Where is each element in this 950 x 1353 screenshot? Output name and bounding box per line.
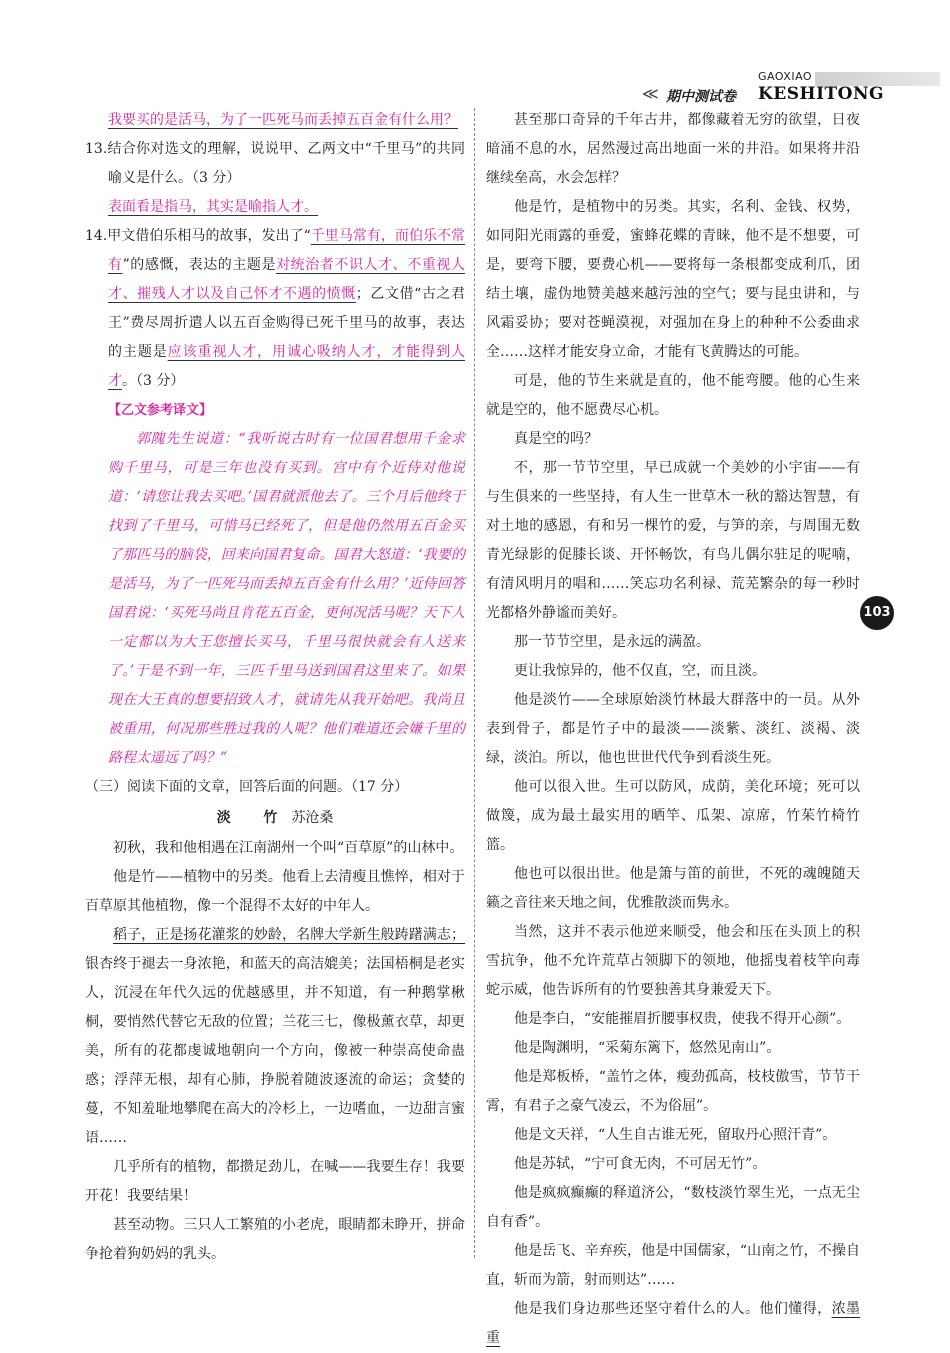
article-paragraph: 他是苏轼，“宁可食无肉，不可居无竹”。 [514, 1156, 767, 1172]
article-paragraph: 初秋，我和他相遇在江南湖州一个叫“百草原”的山林中。 [113, 840, 464, 856]
article-paragraph: 几乎所有的植物，都攒足劲儿，在喊——我要生存！我要开花！我要结果！ [85, 1159, 465, 1204]
article-paragraph: 甚至动物。三只人工繁殖的小老虎，眼睛都未睁开，拼命争抢着狗奶妈的乳头。 [85, 1217, 465, 1262]
article-paragraph: 他是竹——植物中的另类。他看上去清瘦且憔悴，相对于百草原其他植物，像一个混得不太好的中年人。 [85, 869, 465, 914]
header-brand: KESHITONG [758, 84, 885, 104]
article-paragraph: 他是陶渊明，“采菊东篱下，悠然见南山”。 [514, 1040, 781, 1056]
article-paragraph: 他是文天祥，“人生自古谁无死，留取丹心照汗青”。 [514, 1127, 837, 1143]
article-paragraph: 他也可以很出世。他是箫与笛的前世，不死的魂魄随天籁之音往来天地之间，优雅散淡而隽永。 [486, 866, 860, 911]
left-column [85, 106, 465, 1269]
article-paragraph: 当然，这并不表示他逆来顺受，他会和压在头顶上的积雪抗争，他不允许荒草占领脚下的领地，他摇曳着枝竿向毒蛇示威，他告诉所有的竹要独善其身兼爱天下。 [486, 924, 860, 998]
article-paragraph: 可是，他的节生来就是直的，他不能弯腰。他的心生来就是空的，他不愿费尽心机。 [486, 373, 860, 418]
underlined-sentence: 稻子，正是扬花灌浆的妙龄，名牌大学新生般踌躇满志； [113, 927, 465, 943]
article-title: 淡 竹苏沧桑 [216, 810, 334, 826]
chevron-left-icon: ≪ [642, 84, 659, 103]
article-paragraph: 稻子，正是扬花灌浆的妙龄，名牌大学新生般踌躇满志；银杏终于褪去一身浓艳，和蓝天的高洁媲美；法国梧桐是老实人，沉浸在年代久远的优越感里，并不知道，有一种鹅掌楸桐，要悄然代替它无敌的位置；兰花三七，像极薰衣草，却更美，所有的花都虔诚地朝向一个方向，像被一种崇高使命蛊惑；浮萍无根，却有心肺，挣脱着随波逐流的命运；贪婪的蔓，不知羞耻地攀爬在高大的冷杉上，一边嗜血，一边甜言蜜语…… [85, 927, 465, 1146]
article-paragraph: 他是淡竹——全球原始淡竹林最大群落中的一员。从外表到骨子，都是竹子中的最淡——淡紫、淡红、淡褐、淡绿，淡泊。所以，他也世世代代争到看淡生死。 [486, 692, 860, 766]
page-header [640, 68, 940, 106]
article-paragraph: 他是岳飞、辛弃疾，他是中国儒家，“山南之竹，不操自直，斩而为箭，射而则达”…… [486, 1243, 860, 1288]
answer-14-a: 千里马常有，而伯乐不常有 [108, 228, 466, 273]
answer-13: 表面看是指马，其实是喻指人才。 [108, 199, 318, 215]
underlined-phrase: 浓墨重 [486, 1301, 861, 1346]
right-column [486, 106, 860, 1353]
article-paragraph: 他是疯疯癫癫的释道济公，“数枝淡竹翠生光，一点无尘自有香”。 [486, 1185, 860, 1230]
article-paragraph: 真是空的吗？ [514, 431, 598, 447]
answer-14-b: 对统治者不识人才、不重视人才、摧残人才以及自己怀才不遇的愤慨 [108, 257, 465, 302]
article-paragraph: 那一节节空里，是永远的满盈。 [514, 634, 710, 650]
header-gaoxiao: GAOXIAO [758, 70, 813, 83]
translation-tag: 【乙文参考译文】 [108, 403, 213, 418]
article-paragraph: 他是郑板桥，“盖竹之体，瘦劲孤高，枝枝傲雪，节节干霄，有君子之豪气凌云，不为俗屈”。 [486, 1069, 860, 1114]
article-paragraph: 甚至那口奇异的千年古井，都像藏着无穷的欲望，日夜暗涌不息的水，居然漫过高出地面一米的井沿。如果将井沿继续垒高，水会怎样？ [486, 112, 860, 186]
answer-12: 我要买的是活马，为了一匹死马而丢掉五百金有什么用？ [108, 112, 458, 128]
translation-text: 郭隗先生说道：“我听说古时有一位国君想用千金求购千里马，可是三年也没有买到。宫中有个近侍对他说道：‘请您让我去买吧。’国君就派他去了。三个月后他终于找到了千里马，可惜马已经死了，但是他仍然用五百金买了那匹马的脑袋，回来向国君复命。国君大怒道：‘我要的是活马，为了一匹死马而丢掉五百金有什么用？’近侍回答国君说：‘买死马尚且肯花五百金，更何况活马呢？天下人一定都以为大王您擅长买马，千里马很快就会有人送来了。’于是不到一年，三匹千里马送到国君这里来了。如果现在大王真的想要招致人才，就请先从我开始吧。我尚且被重用，何况那些胜过我的人呢？他们难道还会嫌千里的路程太遥远了吗？” [108, 431, 465, 766]
answer-14-c: 应该重视人才，用诚心吸纳人才，才能得到人才 [108, 344, 466, 389]
article-paragraph: 他是我们身边那些还坚守着什么的人。他们懂得，浓墨重 [486, 1301, 861, 1346]
article-paragraph: 他可以很入世。生可以防风，成荫，美化环境；死可以做篾，成为最土最实用的晒竿、瓜架、凉席，竹茱竹椅竹篮。 [486, 779, 860, 853]
header-section-title: 期中测试卷 [666, 89, 736, 105]
article-paragraph: 他是李白，“安能摧眉折腰事权贵，使我不得开心颜”。 [514, 1011, 851, 1027]
question-13: 13.结合你对选文的理解，说说甲、乙两文中“千里马”的共同喻义是什么。（3 分） [85, 141, 465, 186]
article-paragraph: 他是竹，是植物中的另类。其实，名利、金钱、权势，如同阳光雨露的垂爱，蜜蜂花蝶的青睐，他不是不想要，可是，要弯下腰，要费心机——要将每一条根都变成利爪，团结土壤，虚伪地赞美越来越污浊的空气；要与昆虫讲和，与风霜妥协；要对苍蝇漠视，对强加在身上的种种不公委曲求全……这样才能安身立命，才能有飞黄腾达的可能。 [486, 199, 860, 360]
question-14: 14.甲文借伯乐相马的故事，发出了“千里马常有，而伯乐不常有”的感慨，表达的主题是对统治者不识人才、不重视人才、摧残人才以及自己怀才不遇的愤慨；乙文借“古之君王”费尽周折遣人以五百金购得已死千里马的故事，表达的主题是应该重视人才，用诚心吸纳人才，才能得到人才。（3 分） [85, 228, 466, 389]
article-author: 苏沧桑 [291, 810, 334, 826]
article-paragraph: 更让我惊异的，他不仅直，空，而且淡。 [514, 663, 766, 679]
page-number: 103 [860, 596, 894, 630]
column-divider [474, 108, 475, 1258]
article-paragraph: 不，那一节节空里，早已成就一个美妙的小宇宙——有与生俱来的一些坚持，有人生一世草木一秋的豁达智慧，有对土地的感恩，有和另一棵竹的爱，与笋的亲，与周围无数青光绿影的促膝长谈、开怀畅饮，有鸟儿偶尔驻足的呢喃，有清风明月的唱和……笑忘功名利禄、荒芜繁杂的每一秒时光都格外静谧而美好。 [486, 460, 860, 621]
section-3-heading: （三）阅读下面的文章，回答后面的问题。（17 分） [85, 779, 409, 795]
